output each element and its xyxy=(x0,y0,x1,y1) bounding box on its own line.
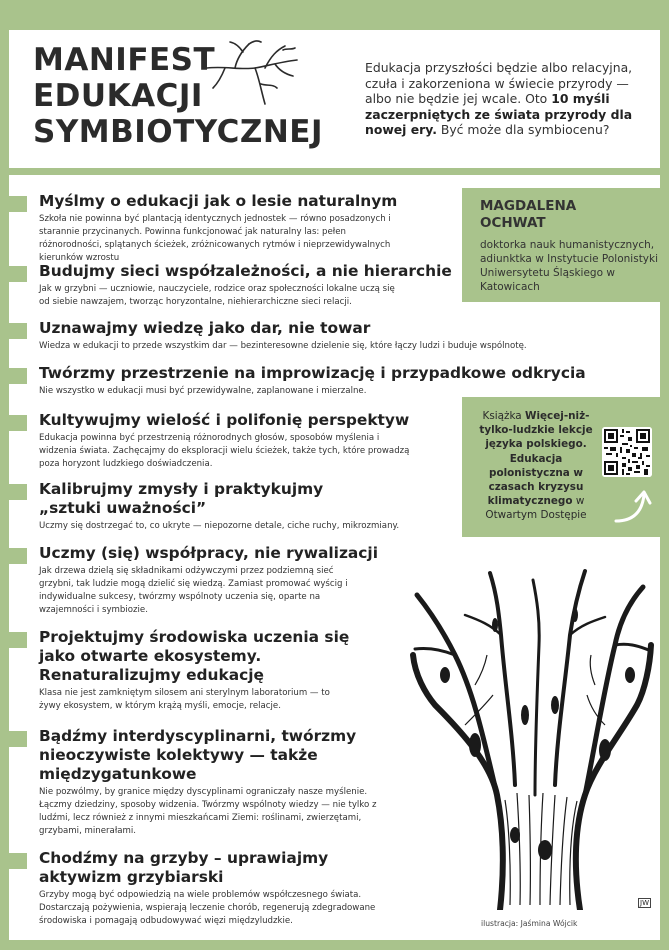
tree-illustration xyxy=(405,565,655,910)
manifest-item xyxy=(9,849,409,928)
header xyxy=(9,30,660,168)
item-heading: Myślmy o edukacji jak o lesie naturalnym xyxy=(39,192,398,210)
item-heading: Kultywujmy wielość i polifonię perspektyw xyxy=(39,411,410,429)
item-marker xyxy=(9,731,27,747)
manifest-item xyxy=(9,364,586,398)
manifest-panel xyxy=(9,175,660,940)
book-suffix: w Otwartym Dostępie xyxy=(485,495,587,522)
item-marker xyxy=(9,196,27,212)
author-name xyxy=(480,198,576,232)
item-marker xyxy=(9,323,27,339)
item-body: Jak drzewa dzielą się składnikami odżywczymi przez podziemną sieć grzybni, tak ludzie mogą dzielić się wiedzą. Zamiast promować wyścig i indywidualne sukcesy, twórzmy wspólnoty uczenia się, oparte na wzajemności i symbiozie. xyxy=(39,566,348,615)
item-body: Grzyby mogą być odpowiedzią na wiele problemów współczesnego świata. Dostarczają pożywienia, wspierają leczenie chorób, regenerują zdegradowane środowiska i pomagają odbudowywać więzi międzyludzkie. xyxy=(39,890,376,926)
item-heading: Uczmy (się) współpracy, nie rywalizacji xyxy=(39,544,378,562)
author-first-name: MAGDALENA xyxy=(480,198,577,214)
illustrator-signature: JW xyxy=(640,899,649,907)
author-last-name: OCHWAT xyxy=(480,215,546,231)
illustration-credit: ilustracja: Jaśmina Wójcik xyxy=(481,919,578,928)
title-line-2: EDUKACJI xyxy=(33,78,203,114)
item-marker xyxy=(9,266,27,282)
item-heading: Chodźmy na grzyby – uprawiajmy aktywizm grzybiarski xyxy=(39,849,329,886)
item-marker xyxy=(9,368,27,384)
manifest-item xyxy=(9,411,409,471)
item-heading: Budujmy sieci współzależności, a nie hierarchie xyxy=(39,262,452,280)
item-marker xyxy=(9,548,27,564)
intro-end: Być może dla symbiocenu? xyxy=(436,122,610,137)
book-prefix: Książka xyxy=(482,410,525,422)
manifest-item xyxy=(9,192,409,265)
item-body: Klasa nie jest zamkniętym silosem ani sterylnym laboratorium — to żywy ekosystem, w którym krążą myśli, emocje, relacje. xyxy=(39,688,330,711)
item-heading: Kalibrujmy zmysły i praktykujmy „sztuki uważności” xyxy=(39,480,324,517)
book-box[interactable] xyxy=(462,397,660,537)
item-body: Wiedza w edukacji to przede wszystkim dar — bezinteresowne dzielenie się, które łączy ludzi i buduje wspólnotę. xyxy=(39,341,527,351)
manifest-item xyxy=(9,628,409,713)
title-line-1: MANIFEST xyxy=(33,42,216,78)
item-marker xyxy=(9,415,27,431)
author-box xyxy=(462,188,660,302)
item-body: Edukacja powinna być przestrzenią różnorodnych głosów, sposobów myślenia i widzenia świata. Zachęcajmy do eksploracji wielu ścieżek, także tych, które prowadzą poza horyzont ludzkiego doświadczenia. xyxy=(39,433,410,469)
item-marker xyxy=(9,632,27,648)
branch-icon xyxy=(205,38,300,108)
item-body: Jak w grzybni — uczniowie, nauczyciele, rodzice oraz społeczności lokalne uczą się od siebie nawzajem, tworząc horyzontalne, niehierarchiczne sieci relacji. xyxy=(39,284,395,307)
item-body: Nie pozwólmy, by granice między dyscyplinami ograniczały nasze myślenie. Łączmy dziedziny, sposoby widzenia. Twórzmy wspólnoty wiedzy — nie tylko z ludźmi, lecz również z innymi mieszkańcami Ziemi: roślinami, zwierzętami, grzybami, minerałami. xyxy=(39,787,377,836)
title-line-3: SYMBIOTYCZNEJ xyxy=(33,114,324,150)
item-heading: Bądźmy interdyscyplinarni, twórzmy nieoczywiste kolektywy — także międzygatunkowe xyxy=(39,727,357,783)
manifest-item xyxy=(9,480,409,533)
arrow-icon xyxy=(612,487,652,525)
item-heading: Twórzmy przestrzenie na improwizację i przypadkowe odkrycia xyxy=(39,364,586,382)
manifest-item xyxy=(9,544,409,617)
intro-text xyxy=(365,60,650,138)
book-text xyxy=(474,409,598,523)
item-body: Nie wszystko w edukacji musi być przewidywalne, zaplanowane i mierzalne. xyxy=(39,386,367,396)
item-heading: Uznawajmy wiedzę jako dar, nie towar xyxy=(39,319,371,337)
item-heading: Projektujmy środowiska uczenia się jako otwarte ekosystemy. Renaturalizujmy edukację xyxy=(39,628,350,684)
manifest-item xyxy=(9,262,452,309)
qr-code-icon[interactable] xyxy=(602,427,652,477)
intro-bold: 10 myśli zaczerpniętych ze świata przyrody dla nowej ery. xyxy=(365,91,633,137)
item-body: Szkoła nie powinna być plantacją identycznych jednostek — równo posadzonych i starannie przycinanych. Powinna funkcjonować jak naturalny las: pełen różnorodności, splątanych ścieżek, zróżnicowanych rytmów i nieprzewidywalnych kierunków wzrostu xyxy=(39,214,391,263)
manifest-item xyxy=(9,727,409,838)
book-title: Więcej-niż-tylko-ludzkie lekcje języka polskiego. Edukacja polonistyczna w czasach kryzysu klimatycznego xyxy=(479,410,593,508)
item-marker xyxy=(9,853,27,869)
item-body: Uczmy się dostrzegać to, co ukryte — niepozorne detale, ciche ruchy, mikrozmiany. xyxy=(39,521,400,531)
author-description: doktorka nauk humanistycznych, adiunktka w Instytucie Polonistyki Uniwersytetu Śląskiego w Katowicach xyxy=(480,239,659,293)
item-marker xyxy=(9,484,27,500)
intro-plain: Edukacja przyszłości będzie albo relacyjna, czuła i zakorzeniona w świecie przyrody — albo nie będzie jej wcale. Oto xyxy=(365,60,633,106)
manifest-item xyxy=(9,319,527,353)
